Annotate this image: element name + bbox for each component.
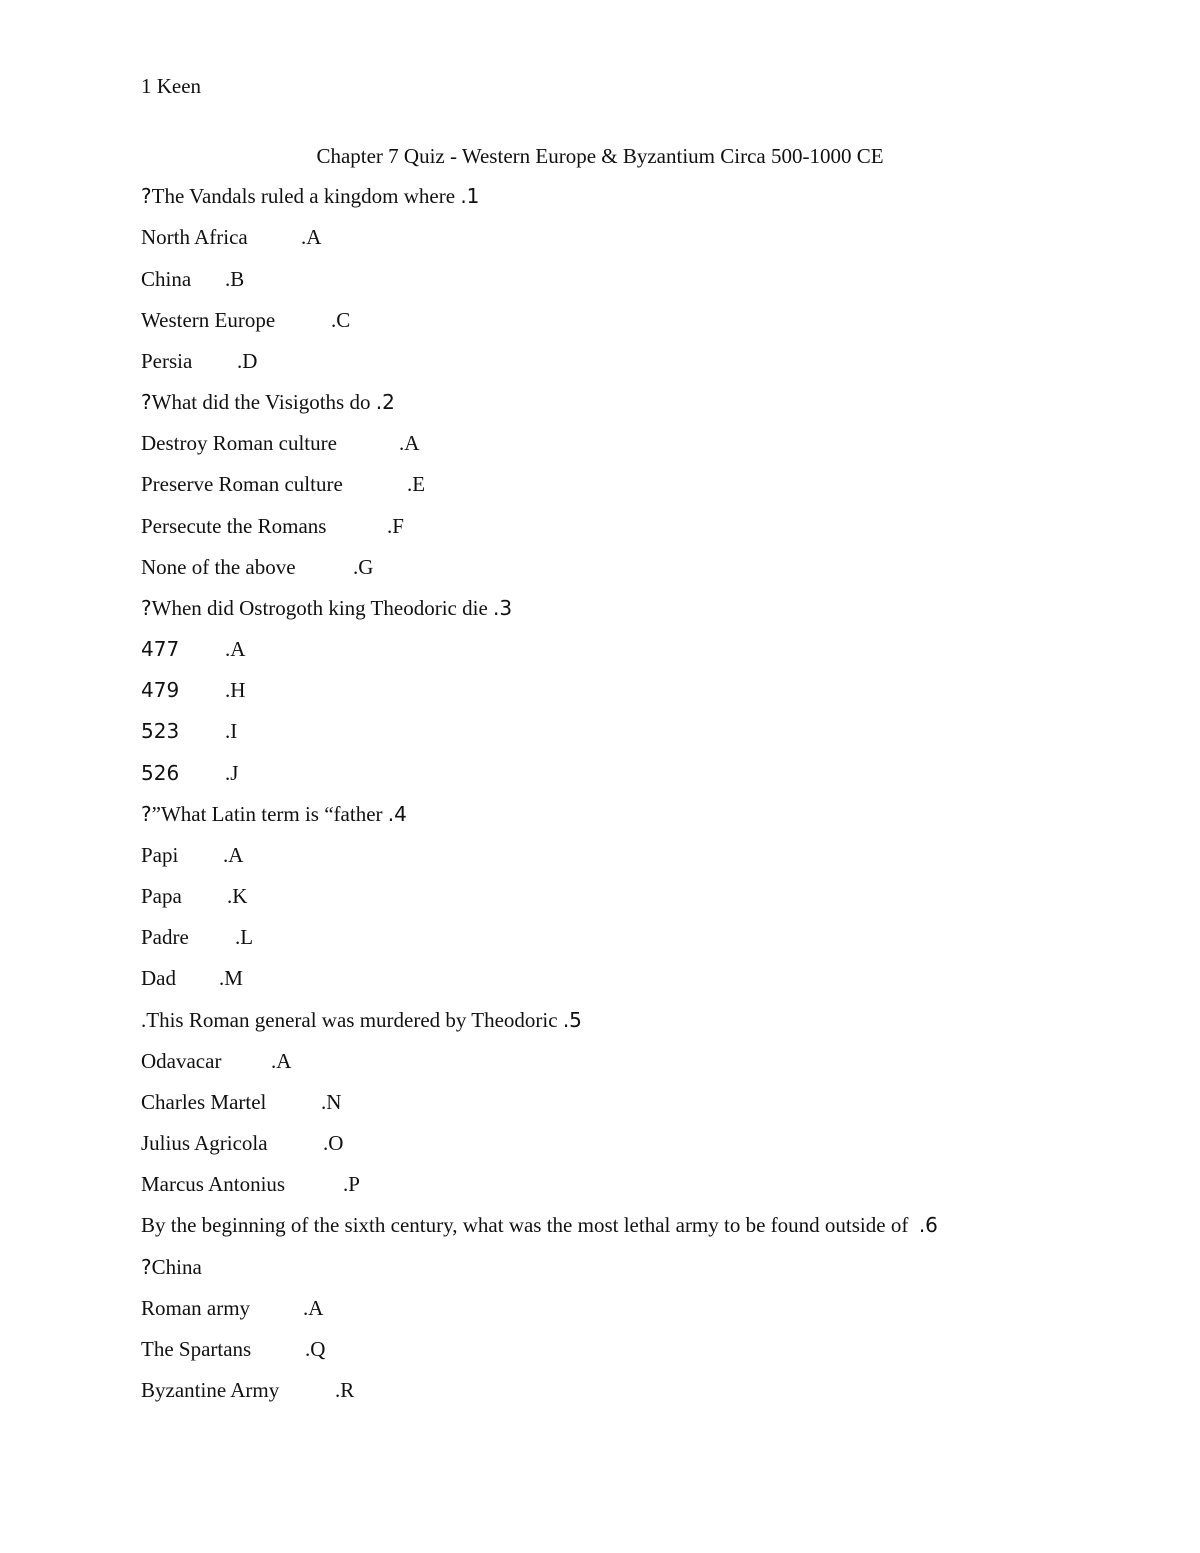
option-text: Papi bbox=[141, 843, 179, 867]
option-item bbox=[141, 306, 350, 334]
option-text: 523 bbox=[141, 719, 180, 743]
option-letter: .J bbox=[225, 761, 239, 785]
option-text: Charles Martel bbox=[141, 1090, 267, 1114]
question-text: China bbox=[151, 1255, 202, 1279]
option-text: Roman army bbox=[141, 1296, 251, 1320]
question-text: What did the Visigoths do bbox=[151, 390, 371, 414]
option-text: Papa bbox=[141, 884, 182, 908]
option-letter: .O bbox=[323, 1131, 344, 1155]
question-mark: ? bbox=[141, 390, 152, 414]
question-mark: ? bbox=[141, 802, 152, 826]
question-1 bbox=[141, 182, 479, 210]
option-letter: .Q bbox=[305, 1337, 326, 1361]
option-text: Persia bbox=[141, 349, 193, 373]
question-text: .This Roman general was murdered by Theodoric bbox=[141, 1008, 558, 1032]
option-item bbox=[141, 964, 243, 992]
option-letter: .C bbox=[331, 308, 351, 332]
option-letter: .F bbox=[387, 514, 404, 538]
question-number: .3 bbox=[493, 596, 513, 620]
option-letter: .H bbox=[225, 678, 246, 702]
option-item bbox=[141, 1088, 341, 1116]
option-text: Odavacar bbox=[141, 1049, 222, 1073]
option-letter: .A bbox=[225, 637, 246, 661]
option-text: Destroy Roman culture bbox=[141, 431, 337, 455]
option-letter: .K bbox=[227, 884, 248, 908]
page-header-label: 1 Keen bbox=[141, 74, 202, 98]
option-letter: .A bbox=[399, 431, 420, 455]
option-text: Julius Agricola bbox=[141, 1131, 268, 1155]
option-letter: .A bbox=[271, 1049, 292, 1073]
option-text: Byzantine Army bbox=[141, 1378, 280, 1402]
option-item bbox=[141, 717, 237, 745]
question-2 bbox=[141, 388, 395, 416]
option-text: China bbox=[141, 267, 192, 291]
question-text: The Vandals ruled a kingdom where bbox=[151, 184, 456, 208]
option-text: Padre bbox=[141, 925, 189, 949]
question-text: By the beginning of the sixth century, what was the most lethal army to be found outside of bbox=[141, 1213, 909, 1237]
question-number: .6 bbox=[918, 1213, 938, 1237]
option-letter: .L bbox=[235, 925, 254, 949]
option-item bbox=[141, 265, 244, 293]
option-text: Preserve Roman culture bbox=[141, 472, 343, 496]
option-text: Dad bbox=[141, 966, 176, 990]
option-item bbox=[141, 635, 245, 663]
option-item bbox=[141, 1047, 291, 1075]
option-item bbox=[141, 470, 425, 498]
question-number: .1 bbox=[460, 184, 480, 208]
question-number: .2 bbox=[375, 390, 395, 414]
option-letter: .M bbox=[219, 966, 243, 990]
option-text: Marcus Antonius bbox=[141, 1172, 286, 1196]
quiz-title: Chapter 7 Quiz - Western Europe & Byzantium Circa 500-1000 CE bbox=[316, 144, 884, 168]
option-item bbox=[141, 429, 419, 457]
option-item bbox=[141, 1294, 323, 1322]
question-number: .4 bbox=[387, 802, 407, 826]
option-item bbox=[141, 1376, 354, 1404]
option-item bbox=[141, 223, 321, 251]
option-letter: .A bbox=[223, 843, 244, 867]
question-4 bbox=[141, 800, 407, 828]
option-text: The Spartans bbox=[141, 1337, 252, 1361]
option-item bbox=[141, 882, 247, 910]
option-letter: .I bbox=[225, 719, 238, 743]
option-letter: .A bbox=[303, 1296, 324, 1320]
option-item bbox=[141, 841, 243, 869]
option-text: None of the above bbox=[141, 555, 296, 579]
option-text: Persecute the Romans bbox=[141, 514, 327, 538]
option-letter: .B bbox=[225, 267, 245, 291]
option-item bbox=[141, 347, 257, 375]
option-letter: .A bbox=[301, 225, 322, 249]
option-text: 526 bbox=[141, 761, 180, 785]
option-item bbox=[141, 1335, 325, 1363]
option-text: 477 bbox=[141, 637, 180, 661]
option-text: Western Europe bbox=[141, 308, 276, 332]
option-item bbox=[141, 676, 245, 704]
option-letter: .R bbox=[335, 1378, 355, 1402]
question-6-continuation bbox=[141, 1253, 202, 1281]
option-letter: .D bbox=[237, 349, 258, 373]
question-3 bbox=[141, 594, 512, 622]
option-letter: .G bbox=[353, 555, 374, 579]
question-6 bbox=[141, 1211, 938, 1239]
option-letter: .N bbox=[321, 1090, 342, 1114]
question-text: When did Ostrogoth king Theodoric die bbox=[151, 596, 488, 620]
option-item bbox=[141, 1170, 360, 1198]
option-text: North Africa bbox=[141, 225, 248, 249]
option-item bbox=[141, 923, 253, 951]
question-5 bbox=[141, 1006, 582, 1034]
option-letter: .E bbox=[407, 472, 426, 496]
option-item bbox=[141, 553, 373, 581]
question-mark: ? bbox=[141, 1255, 152, 1279]
question-mark: ? bbox=[141, 184, 152, 208]
option-item bbox=[141, 512, 404, 540]
question-mark: ? bbox=[141, 596, 152, 620]
option-item bbox=[141, 759, 238, 787]
option-text: 479 bbox=[141, 678, 180, 702]
option-item bbox=[141, 1129, 343, 1157]
question-number: .5 bbox=[562, 1008, 582, 1032]
question-text: ”What Latin term is “father bbox=[151, 802, 383, 826]
option-letter: .P bbox=[343, 1172, 360, 1196]
